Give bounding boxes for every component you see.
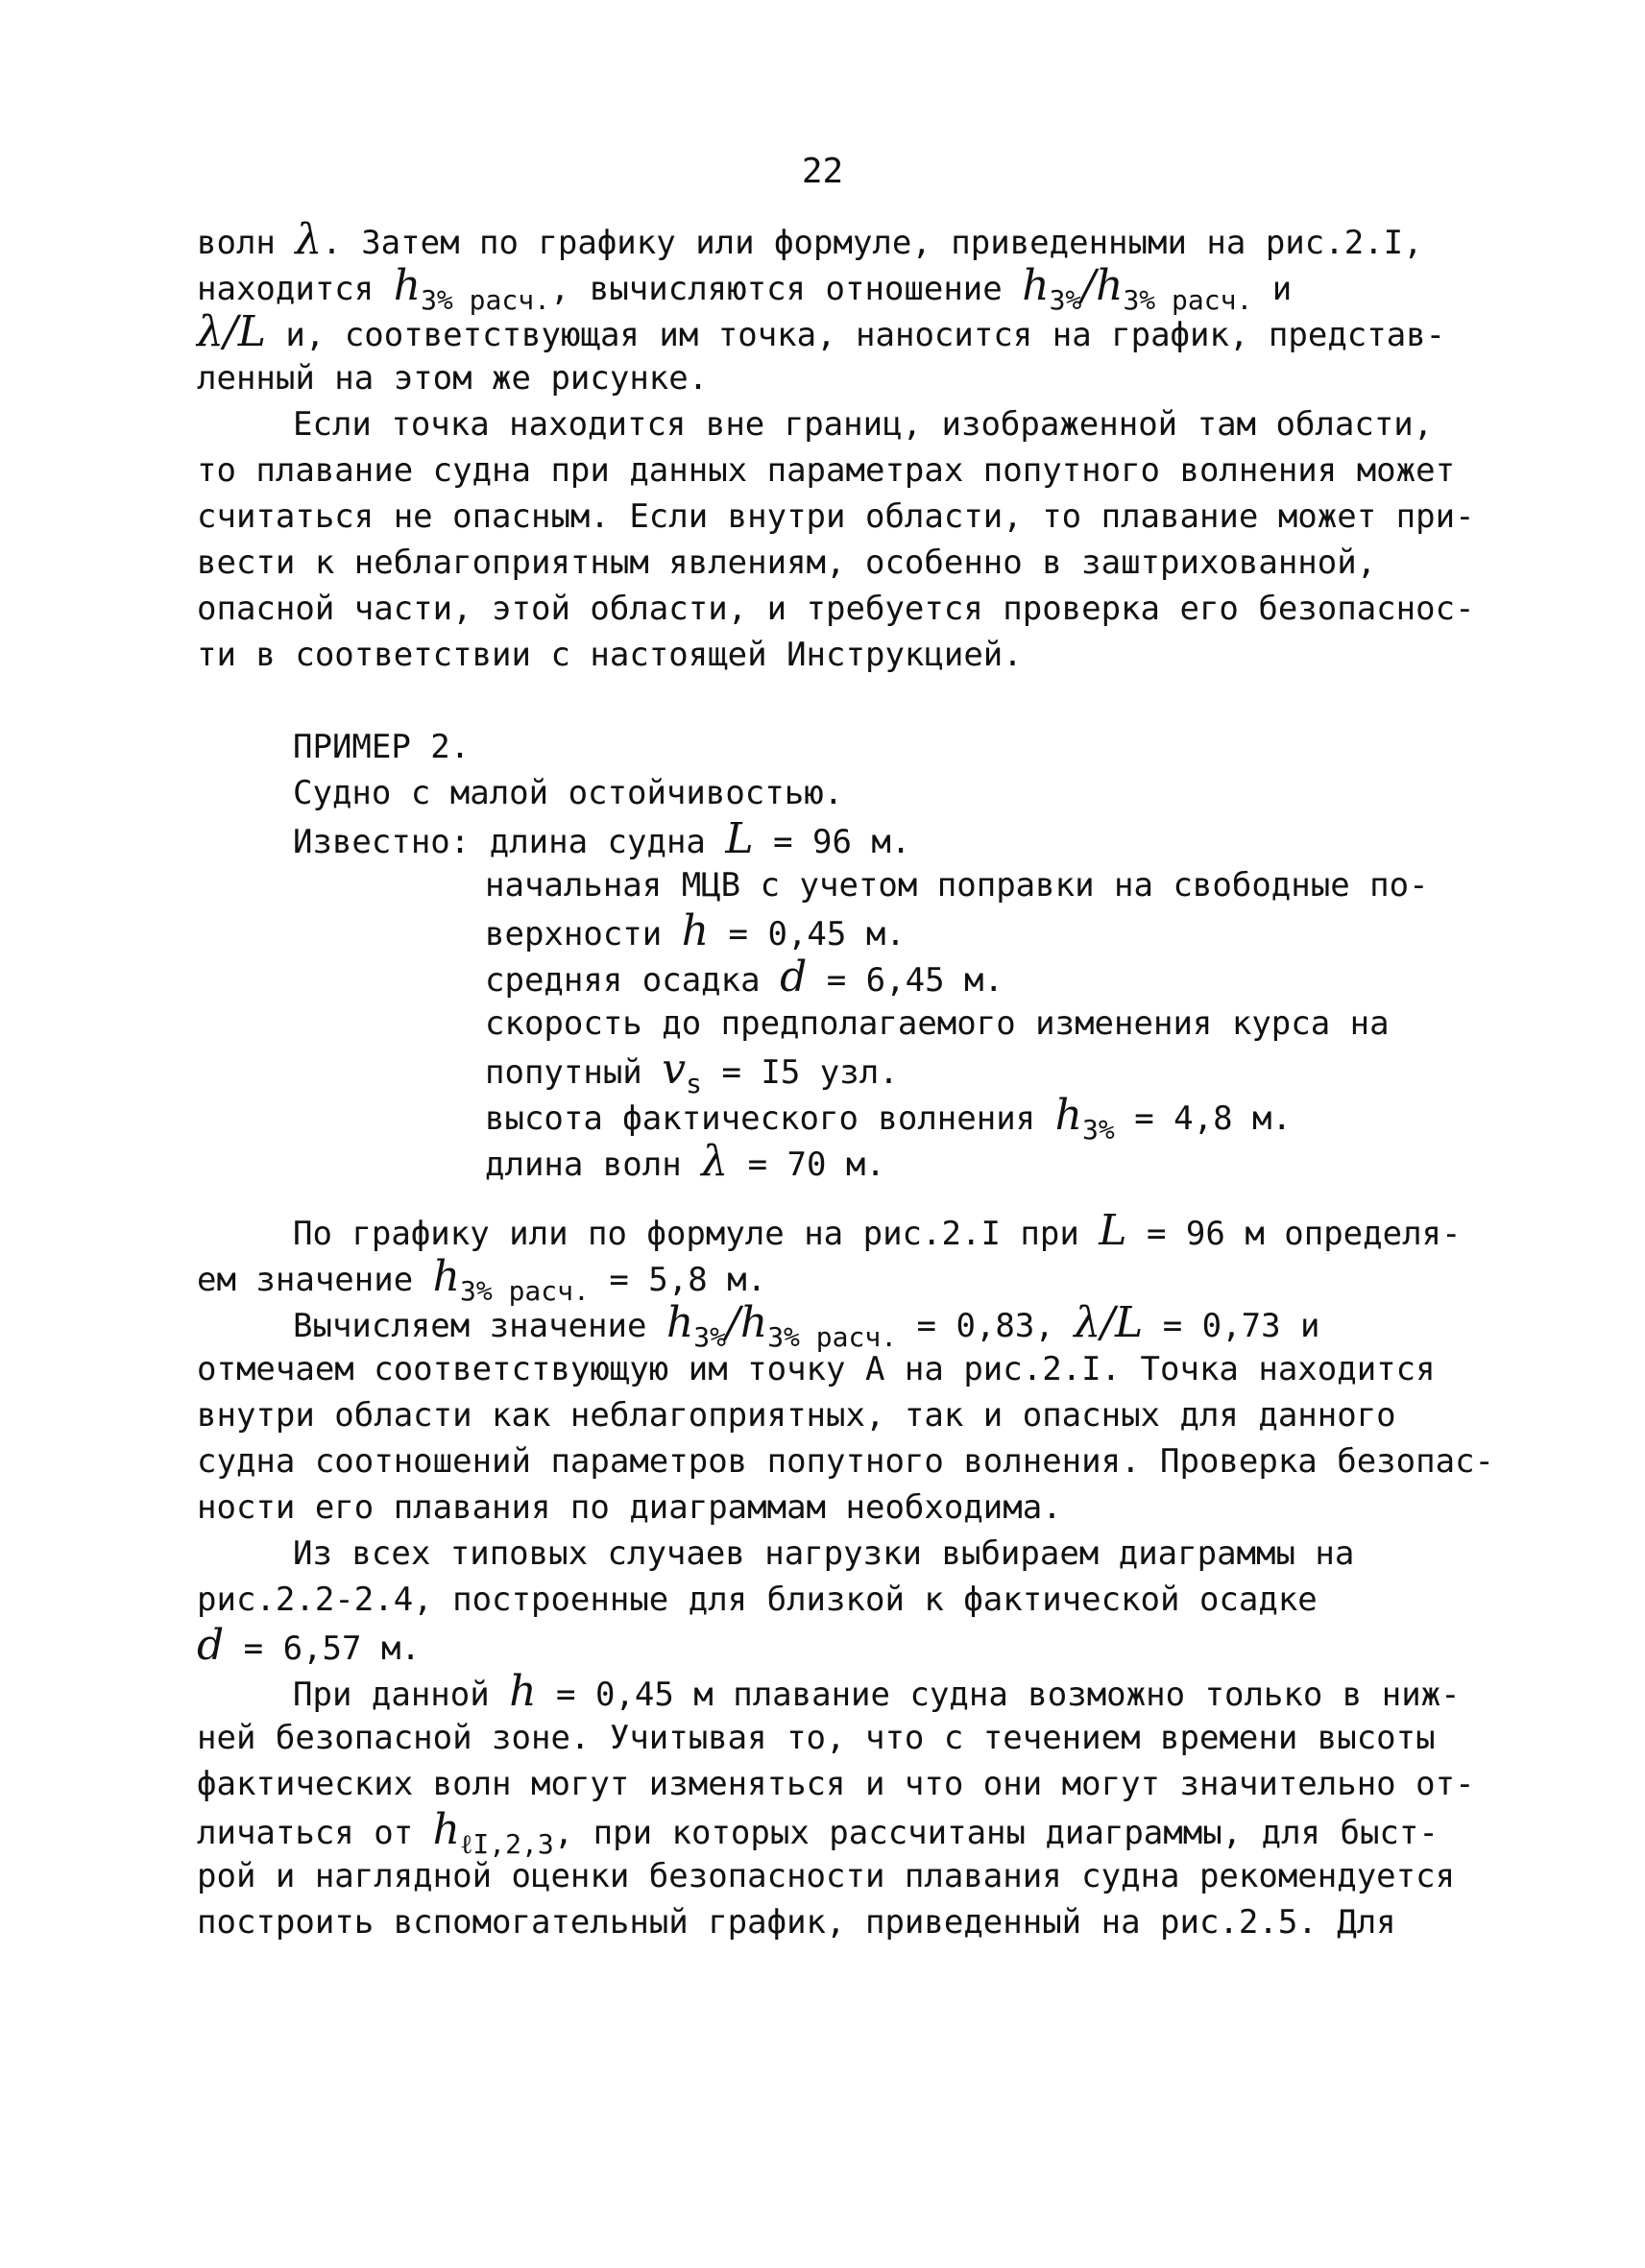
text: и, соответствующая им точка, наносится на график, представ- — [285, 316, 1446, 354]
text: Известно: — [293, 823, 471, 861]
text: = 96 м определя- — [1146, 1215, 1462, 1253]
text-line: внутри области как неблагоприятных, так и опасных для данного — [197, 1396, 1396, 1435]
subscript: 3% расч. — [421, 284, 550, 316]
text: При данной — [293, 1676, 490, 1714]
text-line: судна соотношений параметров попутного волнения. Проверка безопас- — [197, 1442, 1495, 1481]
spacer — [197, 678, 1474, 724]
symbol-d: d — [197, 1621, 225, 1670]
text-line — [197, 1805, 1474, 1860]
text: Вычисляем значение — [293, 1307, 647, 1345]
example-title: ПРИМЕР 2. — [293, 728, 471, 766]
text-line — [197, 954, 1474, 1001]
symbol-h: h — [393, 261, 422, 310]
symbol-lambda-over-l: λ/L — [197, 307, 266, 356]
text-line: скорость до предполагаемого изменения курса на — [485, 1004, 1390, 1043]
text-line: ленный на этом же рисунке. — [197, 359, 709, 398]
symbol-h: h — [432, 1805, 460, 1854]
text: находится — [197, 270, 375, 308]
symbol-lambda: λ — [295, 215, 323, 264]
subscript: 3% расч. — [460, 1275, 590, 1307]
text-line: рис.2.2-2.4, построенные для близкой к фактической осадке — [197, 1580, 1318, 1619]
subscript: 3% — [1049, 284, 1082, 316]
text: средняя осадка — [485, 961, 761, 1000]
text-line: ности его плавания по диаграммам необходима. — [197, 1488, 1062, 1527]
text: длина судна — [489, 823, 706, 861]
symbol-h: h — [739, 1298, 768, 1347]
subscript: 3% — [1081, 1114, 1115, 1146]
body-text — [197, 215, 1495, 1945]
text: По графику или по формуле на рис.2.I при — [293, 1215, 1079, 1253]
text-line: рой и наглядной оценки безопасности плавания судна рекомендуется — [197, 1857, 1456, 1895]
value: = 0,45 м. — [728, 915, 906, 953]
text: ем значение — [197, 1261, 414, 1299]
symbol-v: v — [662, 1045, 687, 1094]
text-line — [197, 908, 1474, 954]
symbol-h: h — [1022, 261, 1050, 310]
text-line — [197, 217, 1474, 263]
text: = 0,45 м плавание судна возможно только в ниж- — [556, 1676, 1461, 1714]
text-line — [197, 1045, 1474, 1099]
text: высота фактического волнения — [485, 1099, 1036, 1138]
text-line — [197, 1623, 1474, 1669]
spacer — [197, 1185, 1474, 1208]
symbol-slash: / — [726, 1298, 740, 1347]
value: = 70 м. — [747, 1146, 885, 1184]
text-line — [197, 1208, 1474, 1254]
text-line — [197, 816, 1474, 862]
text: . Затем по графику или формуле, приведенными на рис.2.I, — [322, 224, 1423, 262]
text-line — [197, 1298, 1474, 1353]
text: и — [1271, 270, 1293, 308]
text-line: вести к неблагоприятным явлениям, особенно в заштрихованной, — [197, 543, 1377, 582]
subscript: 3% расч. — [767, 1321, 898, 1353]
text-line: ней безопасной зоне. Учитывая то, что с течением времени высоты — [197, 1719, 1436, 1757]
subscript: ℓI,2,3 — [460, 1828, 554, 1860]
value: = 96 м. — [773, 823, 911, 861]
text-line — [197, 1252, 1474, 1307]
symbol-h: h — [1054, 1091, 1082, 1140]
text: личаться от — [197, 1814, 414, 1852]
text-line: построить вспомогательный график, приведенный на рис.2.5. Для — [197, 1903, 1396, 1942]
symbol-h: h — [681, 906, 710, 955]
text-line: фактических волн могут изменяться и что они могут значительно от- — [197, 1765, 1475, 1803]
subscript: s — [686, 1068, 702, 1099]
symbol-slash: / — [1081, 261, 1097, 310]
text-line: ти в соответствии с настоящей Инструкцией. — [197, 636, 1023, 674]
text: волн — [197, 224, 276, 262]
text: попутный — [485, 1053, 642, 1092]
text-line — [197, 1091, 1474, 1146]
value: = I5 узл. — [721, 1053, 899, 1092]
text-line: Из всех типовых случаев нагрузки выбираем диаграммы на — [293, 1534, 1355, 1573]
page-number: 22 — [801, 152, 844, 191]
value: = 4,8 м. — [1134, 1099, 1292, 1138]
value: = 6,45 м. — [826, 961, 1004, 1000]
text-line: отмечаем соответствующую им точку А на рис.2.I. Точка находится — [197, 1350, 1436, 1388]
text-line — [197, 1669, 1474, 1715]
text-line: Если точка находится вне границ, изображенной там области, — [293, 405, 1434, 444]
text-line — [197, 1139, 1474, 1185]
symbol-l: L — [725, 814, 754, 863]
subscript: 3% — [693, 1321, 727, 1353]
symbol-d: d — [780, 953, 808, 1001]
symbol-h: h — [509, 1667, 537, 1716]
text-line: начальная МЦВ с учетом поправки на свободные по- — [485, 866, 1429, 905]
value: = 0,73 и — [1162, 1307, 1320, 1345]
example-subtitle: Судно с малой остойчивостью. — [293, 774, 844, 812]
text: , вычисляются отношение — [549, 270, 1003, 308]
value: = 6,57 м. — [243, 1629, 421, 1668]
text: верхности — [485, 915, 663, 953]
text: длина волн — [485, 1146, 682, 1184]
text-line: то плавание судна при данных параметрах попутного волнения может — [197, 451, 1456, 490]
symbol-l: L — [1099, 1206, 1127, 1255]
text-line — [197, 261, 1474, 316]
value: = 5,8 м. — [609, 1261, 767, 1299]
symbol-lambda: λ — [701, 1137, 729, 1186]
text-line — [197, 309, 1474, 355]
subscript: 3% расч. — [1123, 284, 1253, 316]
text-line: опасной части, этой области, и требуется проверка его безопаснос- — [197, 590, 1475, 628]
text: , при которых рассчитаны диаграммы, для быст- — [553, 1814, 1439, 1852]
text-line: считаться не опасным. Если внутри области, то плавание может при- — [197, 497, 1475, 536]
value: = 0,83, — [916, 1307, 1054, 1345]
symbol-h: h — [432, 1252, 460, 1301]
symbol-h: h — [665, 1298, 694, 1347]
symbol-lambda-over-l: λ/L — [1074, 1298, 1144, 1347]
symbol-h: h — [1096, 261, 1124, 310]
